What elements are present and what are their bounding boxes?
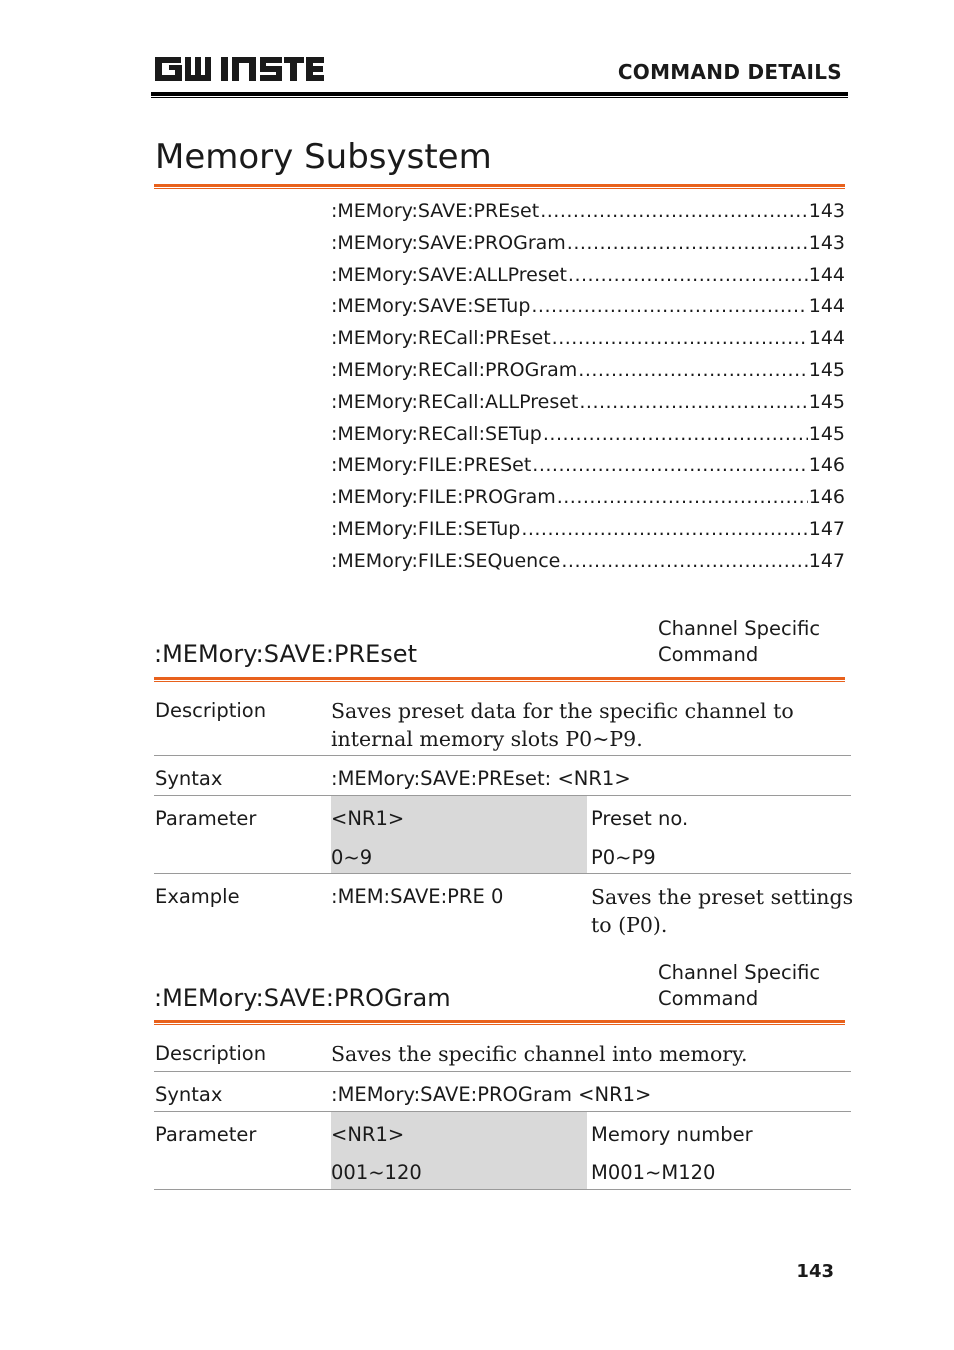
row-divider xyxy=(154,755,851,756)
param-desc: Preset no. xyxy=(591,807,689,830)
description-label: Description xyxy=(155,1042,267,1065)
title-rule-thin xyxy=(154,188,845,189)
toc-leader-dots xyxy=(568,264,808,286)
toc-leader-dots xyxy=(543,423,808,445)
toc-leader-dots xyxy=(561,550,807,572)
toc-item-label: :MEMory:RECall:ALLPreset xyxy=(331,390,579,413)
section-1-tag-line1: Channel Specific xyxy=(658,617,821,640)
toc-item[interactable] xyxy=(331,295,845,327)
toc-leader-dots xyxy=(579,391,807,413)
toc-item-page: 144 xyxy=(808,295,845,318)
section-2-tag xyxy=(658,960,820,1012)
toc-item-label: :MEMory:FILE:SEQuence xyxy=(331,549,561,572)
syntax-label: Syntax xyxy=(155,767,223,790)
description-text xyxy=(331,697,794,753)
toc-item[interactable] xyxy=(331,264,845,296)
example-text xyxy=(591,883,853,939)
toc-item-label: :MEMory:FILE:SETup xyxy=(331,517,521,540)
toc-item-label: :MEMory:SAVE:PROGram xyxy=(331,231,566,254)
toc-item[interactable] xyxy=(331,518,845,550)
section-1-title: :MEMory:SAVE:PREset xyxy=(154,640,417,668)
section-2-title: :MEMory:SAVE:PROGram xyxy=(154,984,451,1012)
toc-item[interactable] xyxy=(331,391,845,423)
section-1-tag-line2: Command xyxy=(658,643,759,666)
toc-item-page: 143 xyxy=(808,200,845,222)
syntax-text: :MEMory:SAVE:PROGram <NR1> xyxy=(331,1083,652,1106)
param-desc: Memory number xyxy=(591,1123,753,1146)
toc-item-label: :MEMory:FILE:PROGram xyxy=(331,486,556,509)
toc-leader-dots xyxy=(552,327,808,349)
description-line2: internal memory slots P0~P9. xyxy=(331,727,643,751)
toc-leader-dots xyxy=(557,486,808,508)
toc-item-page: 147 xyxy=(808,549,845,572)
row-divider xyxy=(154,1071,851,1072)
toc-leader-dots xyxy=(540,200,808,222)
toc-item[interactable] xyxy=(331,200,845,232)
toc-item-page: 147 xyxy=(808,517,845,540)
toc-list xyxy=(331,200,845,582)
header-rule-thin xyxy=(151,97,848,98)
toc-item[interactable] xyxy=(331,232,845,264)
toc-item-label: :MEMory:RECall:PROGram xyxy=(331,358,578,381)
description-text: Saves the specific channel into memory. xyxy=(331,1042,748,1066)
section-1-rule xyxy=(154,677,845,680)
section-2-rule xyxy=(154,1020,845,1023)
toc-item-label: :MEMory:SAVE:SETup xyxy=(331,295,531,318)
description-line1: Saves preset data for the specific channel to xyxy=(331,699,794,723)
section-2-tag-line2: Command xyxy=(658,987,759,1010)
toc-item[interactable] xyxy=(331,423,845,455)
toc-item-page: 145 xyxy=(808,358,845,381)
syntax-label: Syntax xyxy=(155,1083,223,1106)
param-desc: P0~P9 xyxy=(591,846,656,869)
param-name: 0~9 xyxy=(331,846,373,869)
syntax-text: :MEMory:SAVE:PREset: <NR1> xyxy=(331,767,631,790)
toc-item-page: 145 xyxy=(808,390,845,413)
page-number: 143 xyxy=(796,1261,834,1282)
toc-item-label: :MEMory:RECall:SETup xyxy=(331,422,542,445)
param-desc: M001~M120 xyxy=(591,1161,716,1184)
example-label: Example xyxy=(155,885,240,908)
parameter-label: Parameter xyxy=(155,807,257,830)
toc-item-label: :MEMory:SAVE:ALLPreset xyxy=(331,263,567,286)
toc-item-page: 143 xyxy=(808,231,845,254)
header-section-title: COMMAND DETAILS xyxy=(617,60,842,84)
section-2-rule-thin xyxy=(154,1024,845,1025)
toc-item-page: 145 xyxy=(808,422,845,445)
toc-item[interactable] xyxy=(331,486,845,518)
param-name: <NR1> xyxy=(331,807,405,830)
toc-item-label: :MEMory:SAVE:PREset xyxy=(331,200,540,222)
toc-leader-dots xyxy=(521,518,807,540)
toc-item-page: 146 xyxy=(808,454,845,477)
param-name: 001~120 xyxy=(331,1161,422,1184)
title-rule xyxy=(154,184,845,187)
row-divider xyxy=(154,1189,851,1190)
toc-leader-dots xyxy=(578,359,807,381)
toc-item-page: 144 xyxy=(808,327,845,350)
toc-item[interactable] xyxy=(331,359,845,391)
toc-item-page: 146 xyxy=(808,486,845,509)
section-1-rule-thin xyxy=(154,681,845,682)
toc-item[interactable] xyxy=(331,327,845,359)
gw-instek-logo xyxy=(153,54,325,84)
toc-leader-dots xyxy=(531,295,807,317)
section-1-tag xyxy=(658,616,820,668)
example-line1: Saves the preset settings xyxy=(591,885,854,909)
row-divider xyxy=(154,873,851,874)
page-title: Memory Subsystem xyxy=(155,137,492,177)
toc-item[interactable] xyxy=(331,454,845,486)
toc-item-label: :MEMory:FILE:PRESet xyxy=(331,454,532,477)
example-command: :MEM:SAVE:PRE 0 xyxy=(331,885,504,908)
parameter-label: Parameter xyxy=(155,1123,257,1146)
param-name: <NR1> xyxy=(331,1123,405,1146)
toc-item-label: :MEMory:RECall:PREset xyxy=(331,327,551,350)
example-line2: to (P0). xyxy=(591,913,668,937)
description-label: Description xyxy=(155,699,267,722)
toc-item[interactable] xyxy=(331,550,845,582)
toc-leader-dots xyxy=(567,232,808,254)
toc-leader-dots xyxy=(532,454,807,476)
header-rule xyxy=(151,92,848,96)
toc-item-page: 144 xyxy=(808,263,845,286)
section-2-tag-line1: Channel Specific xyxy=(658,961,821,984)
